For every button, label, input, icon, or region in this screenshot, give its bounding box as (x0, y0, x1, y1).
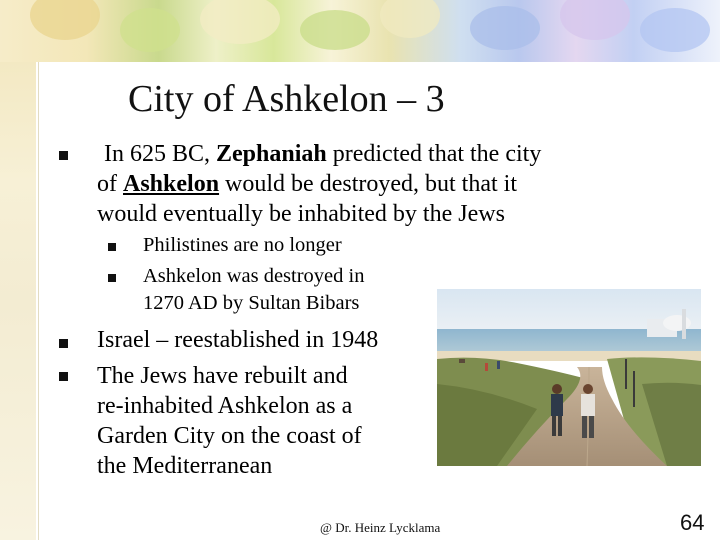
bullet-2: Israel – reestablished in 1948 (97, 327, 379, 353)
highlight-ashkelon: Ashkelon (123, 171, 220, 197)
bullet-3-line-3: Garden City on the coast of (97, 423, 362, 449)
sub-bullet-marker (108, 243, 116, 251)
bullet-1-line-3: would eventually be inhabited by the Jews (97, 201, 505, 227)
floral-banner (0, 0, 720, 62)
bullet-marker (59, 339, 68, 348)
sub-bullet-marker (108, 274, 116, 282)
bullet-3-line-2: re-inhabited Ashkelon as a (97, 393, 353, 419)
highlight-zephaniah: Zephaniah (216, 141, 327, 167)
sub-bullet-1: Philistines are no longer (143, 234, 342, 256)
bullet-1-line-2: of Ashkelon would be destroyed, but that it (97, 171, 517, 197)
photo-illustration (437, 289, 701, 466)
slide-title: City of Ashkelon – 3 (128, 78, 445, 120)
ashkelon-promenade-photo (437, 289, 701, 466)
bullet-marker (59, 372, 68, 381)
sub-bullet-2-line-2: 1270 AD by Sultan Bibars (143, 292, 360, 314)
bullet-3-line-4: the Mediterranean (97, 453, 273, 479)
footer-author: @ Dr. Heinz Lycklama (320, 520, 441, 535)
bullet-1-line-1: In 625 BC, Zephaniah predicted that the city (104, 141, 542, 167)
left-decorative-strip (0, 62, 36, 540)
sub-bullet-2-line-1: Ashkelon was destroyed in (143, 265, 365, 287)
bullet-3-line-1: The Jews have rebuilt and (97, 363, 348, 389)
page-number: 64 (680, 510, 705, 535)
bullet-marker (59, 151, 68, 160)
